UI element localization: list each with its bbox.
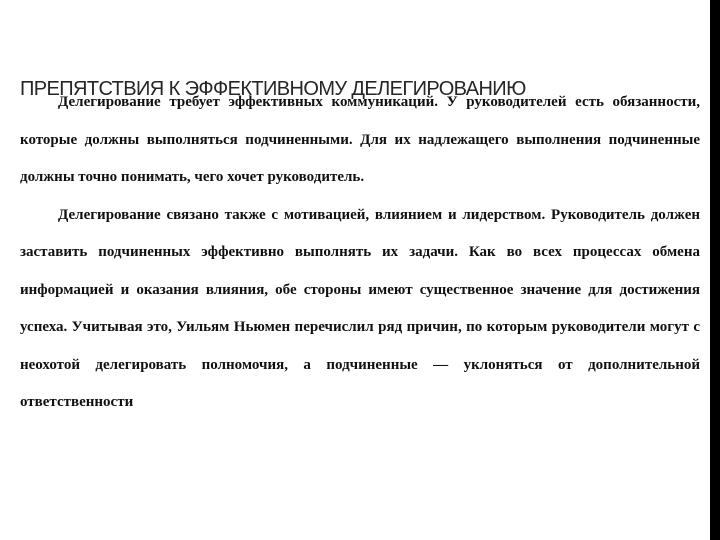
slide-title: ПРЕПЯТСТВИЯ К ЭФФЕКТИВНОМУ ДЕЛЕГИРОВАНИЮ [20, 78, 526, 100]
accent-bar [710, 0, 720, 540]
paragraph-2: Делегирование связано также с мотивацией, влиянием и лидерством. Руководитель должен заставить подчиненных эффективно выполнять их задачи. Как во всех процессах обмена информацией и оказания влияния, обе стороны имеют существенное значение для достижения успеха. Учитывая это, Уильям Ньюмен перечислил ряд причин, по которым руководители могут с неохотой делегировать полномочия, а подчиненные — уклоняться от дополнительной ответственности [20, 206, 700, 410]
slide-body [20, 84, 700, 422]
paragraph-1: Делегирование требует эффективных коммуникаций. У руководителей есть обязанности, которые должны выполняться подчиненными. Для их надлежащего выполнения подчиненные должны точно понимать, чего хочет руководитель. [20, 94, 700, 185]
